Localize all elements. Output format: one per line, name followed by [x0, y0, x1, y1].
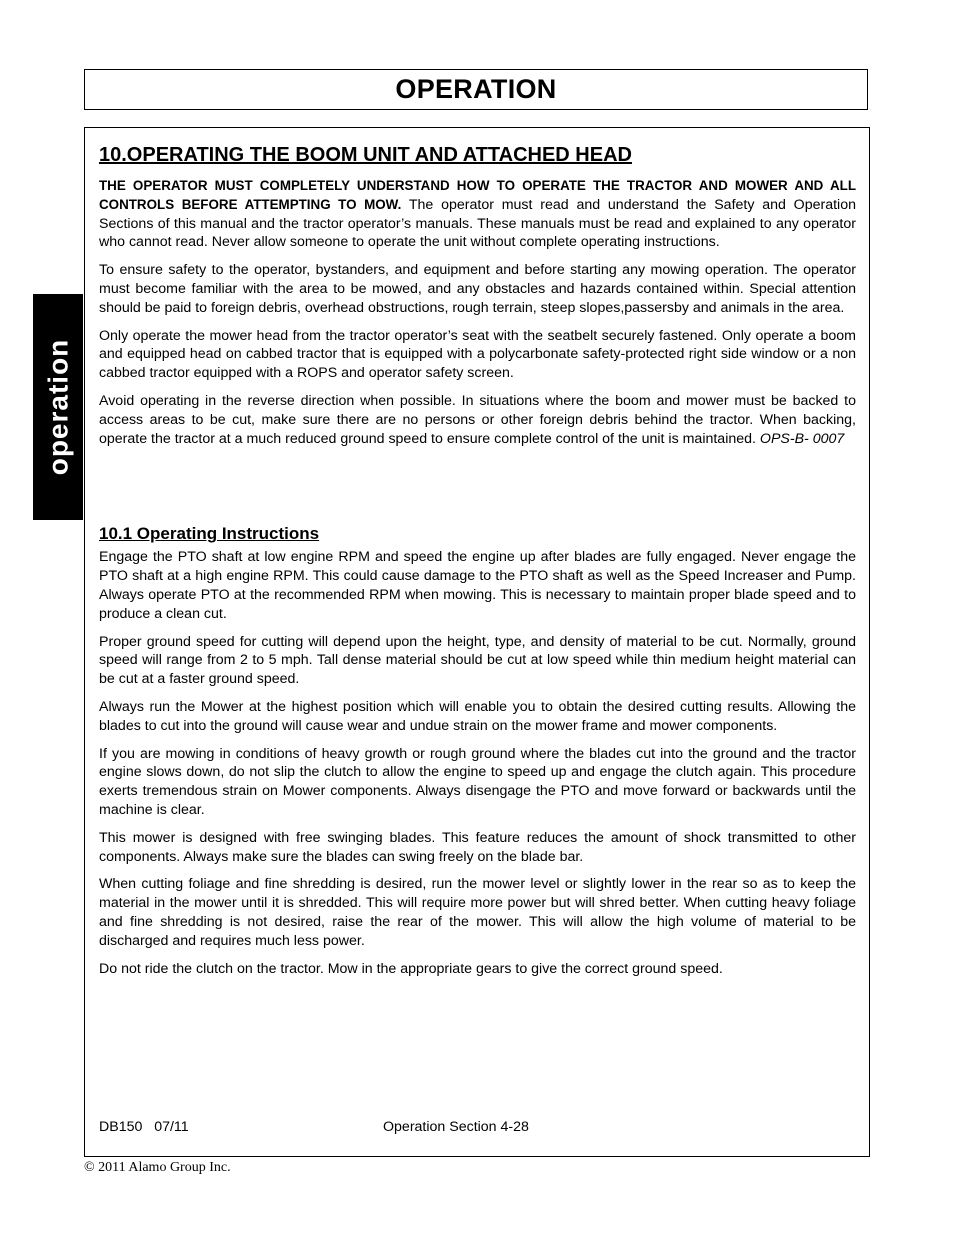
- instruction-paragraph: If you are mowing in conditions of heavy growth or rough ground where the blades cut into the ground and the tractor engine slows down, do not slip the clutch to allow the engine to speed up and engage the clutch again. This procedure exerts tremendous strain on Mower components. Always disengage the PTO and move forward or backwards until the machine is clear.: [99, 745, 856, 818]
- content-frame: [84, 127, 870, 1157]
- reference-code: OPS-B- 0007: [759, 430, 845, 447]
- side-section-tab-label: operation: [42, 338, 73, 476]
- instruction-paragraph: Proper ground speed for cutting will depend upon the height, type, and density of material to be cut. Normally, ground speed will range from 2 to 5 mph. Tall dense material should be cut at low speed while thin medium height material can be cut at a faster ground speed.: [99, 633, 856, 688]
- safety-paragraph: To ensure safety to the operator, bystanders, and equipment and before starting any mowing operation. The operator must become familiar with the area to be mowed, and any obstacles and hazards contained within. Special attention should be paid to foreign debris, overhead obstructions, rough terrain, steep slopes,passersby and animals in the area.: [99, 262, 856, 316]
- instruction-paragraph: This mower is designed with free swinging blades. This feature reduces the amount of shock transmitted to other components. Always make sure the blades can swing freely on the blade bar.: [99, 829, 856, 865]
- footer-doc-id: DB150 07/11: [99, 1119, 189, 1135]
- spacer: [99, 457, 856, 524]
- intro-bold-warning: THE OPERATOR MUST COMPLETELY UNDERSTAND HOW TO OPERATE THE TRACTOR AND MOWER AND ALL CONTROLS BEFORE ATTEMPTING TO MOW.: [99, 178, 856, 212]
- reverse-paragraph: [99, 392, 856, 448]
- intro-text: The operator must read and understand the Safety and Operation Sections of this manual and the tractor operator’s manuals. These manuals must be read and explained to any operator who cannot read. Never allow someone to operate the unit without complete operating instructions.: [99, 196, 856, 251]
- copyright-notice: © 2011 Alamo Group Inc.: [84, 1160, 231, 1175]
- reverse-text: Avoid operating in the reverse direction when possible. In situations where the boom and mower must be backed to access areas to be cut, make sure there are no persons or other foreign debris behind the tractor. When backing, operate the tractor at a much reduced ground speed to ensure complete control of the unit is maintained.: [99, 392, 856, 447]
- footer-page-number: Operation Section 4-28: [383, 1119, 529, 1135]
- section-title: 10.OPERATING THE BOOM UNIT AND ATTACHED HEAD: [99, 144, 632, 166]
- page-header-title: OPERATION: [395, 74, 557, 104]
- content-body: [99, 144, 856, 987]
- instruction-paragraph: Always run the Mower at the highest position which will enable you to obtain the desired cutting results. Allowing the blades to cut into the ground will cause wear and undue strain on the mower frame and mower components.: [99, 698, 856, 734]
- seat-paragraph: Only operate the mower head from the tractor operator’s seat with the seatbelt securely fastened. Only operate a boom and equipped head on cabbed tractor that is equipped with a polycarbonate safety-protected right side window or a non cabbed tractor equipped with a ROPS and operator safety screen.: [99, 327, 856, 382]
- instruction-paragraph: Engage the PTO shaft at low engine RPM and speed the engine up after blades are fully engaged. Never engage the PTO shaft at a high engine RPM. This could cause damage to the PTO shaft as well as the Speed Increaser and Pump. Always operate PTO at the recommended RPM when mowing. This is necessary to maintain proper blade speed and to produce a clean cut.: [99, 549, 856, 622]
- subsection-title: 10.1 Operating Instructions: [99, 524, 320, 544]
- page-header: [84, 69, 868, 110]
- intro-paragraph: [99, 177, 856, 252]
- instruction-paragraph: When cutting foliage and fine shredding is desired, run the mower level or slightly lower in the rear so as to keep the material in the mower until it is shredded. This will require more power but will shred better. When cutting heavy foliage and fine shredding is not desired, raise the rear of the mower. This will allow the high volume of material to be discharged and requires much less power.: [99, 876, 856, 949]
- instruction-paragraph: Do not ride the clutch on the tractor. Mow in the appropriate gears to give the correct ground speed.: [99, 960, 723, 977]
- side-section-tab: [33, 294, 83, 520]
